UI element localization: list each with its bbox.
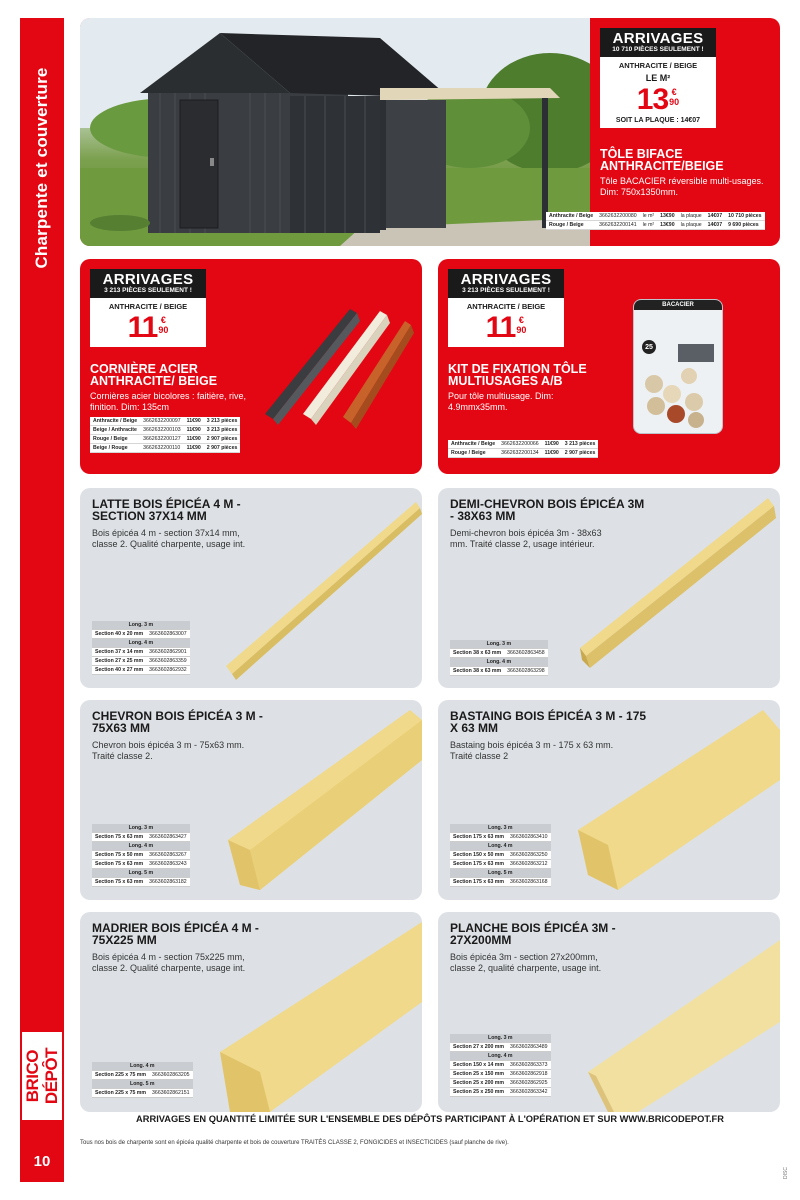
code-cell: 3663602862918 xyxy=(507,1070,551,1079)
product-description: Bois épicéa 3m - section 27x200mm, classe 2, qualité charpente, usage int. xyxy=(450,952,602,973)
length-header: Long. 3 m xyxy=(92,621,190,630)
code-cell: 3663602863298 xyxy=(504,667,548,676)
table-row xyxy=(92,833,190,842)
table-cell: 3662632200134 xyxy=(498,449,542,458)
table-row xyxy=(92,851,190,860)
product-title: LATTE BOIS ÉPICÉA 4 M - SECTION 37X14 MM xyxy=(92,497,241,523)
code-cell: 3663602863168 xyxy=(507,878,551,887)
product-description: Bois épicéa 4 m - section 75x225 mm, classe 2. Qualité charpente, usage int. xyxy=(92,952,246,973)
table-row xyxy=(92,1071,193,1080)
table-row xyxy=(450,667,548,676)
length-header: Long. 4 m xyxy=(450,658,548,667)
reference-table xyxy=(450,640,548,676)
product-title: CHEVRON BOIS ÉPICÉA 3 M - 75X63 MM xyxy=(92,709,263,735)
length-header: Long. 3 m xyxy=(450,640,548,649)
brico-depot-logo[interactable]: BRICO DÉPÔT xyxy=(20,1030,64,1122)
kit-package xyxy=(633,299,723,434)
unit-label: LE M² xyxy=(645,73,671,83)
code-cell: 3663602863373 xyxy=(507,1061,551,1070)
code-cell: 3663602863359 xyxy=(146,657,190,666)
table-cell: 3662632200103 xyxy=(140,426,184,435)
product-title: KIT DE FIXATION TÔLE MULTIUSAGES A/B xyxy=(448,362,587,388)
table-row xyxy=(450,1088,551,1097)
length-header-row xyxy=(450,824,551,833)
section-cell: Section 27 x 200 mm xyxy=(450,1043,507,1052)
card-bastaing[interactable] xyxy=(438,700,780,900)
price: 11 € 90 xyxy=(127,311,169,344)
table-cell: 3 213 pièces xyxy=(562,440,599,449)
code-cell: 3663602863250 xyxy=(507,851,551,860)
table-row xyxy=(92,860,190,869)
product-description: Tôle BACACIER réversible multi-usages. Dim: 750x1350mm. xyxy=(600,176,764,197)
latte-image xyxy=(220,488,422,688)
section-cell: Section 225 x 75 mm xyxy=(92,1071,149,1080)
table-cell: 10 710 pièces xyxy=(725,212,764,221)
code-cell: 3663602863489 xyxy=(507,1043,551,1052)
table-cell: 11€90 xyxy=(184,417,204,426)
section-cell: Section 25 x 200 mm xyxy=(450,1079,507,1088)
section-cell: Section 75 x 63 mm xyxy=(92,860,146,869)
table-row xyxy=(448,449,598,458)
reference-table xyxy=(546,212,765,230)
page-number: 10 xyxy=(20,1140,64,1182)
reference-table xyxy=(448,440,598,458)
code-cell: 3663602862925 xyxy=(507,1079,551,1088)
shed-photo xyxy=(80,18,590,246)
section-cell: Section 150 x 14 mm xyxy=(450,1061,507,1070)
table-row xyxy=(450,1070,551,1079)
length-header: Long. 5 m xyxy=(450,869,551,878)
table-cell: 14€07 xyxy=(705,212,725,221)
table-cell: 3662632200097 xyxy=(140,417,184,426)
length-header-row xyxy=(450,869,551,878)
product-description: Pour tôle multiusage. Dim: 4.9mmx35mm. xyxy=(448,391,554,412)
reference-table xyxy=(92,824,190,887)
section-cell: Section 25 x 150 mm xyxy=(450,1070,507,1079)
code-cell: 3663602863458 xyxy=(504,649,548,658)
section-cell: Section 150 x 50 mm xyxy=(450,851,507,860)
variant-label: ANTHRACITE / BEIGE xyxy=(466,302,546,311)
table-row xyxy=(546,212,765,221)
table-row xyxy=(450,649,548,658)
table-cell: Anthracite / Beige xyxy=(90,417,140,426)
length-header-row xyxy=(450,1052,551,1061)
length-header: Long. 5 m xyxy=(92,869,190,878)
length-header-row xyxy=(92,639,190,648)
length-header: Long. 4 m xyxy=(92,842,190,851)
table-cell: le m² xyxy=(640,212,658,221)
length-header-row xyxy=(92,869,190,878)
table-row xyxy=(450,1079,551,1088)
table-row xyxy=(92,648,190,657)
arrivages-label: ARRIVAGES xyxy=(612,30,704,47)
table-cell: 14€07 xyxy=(705,221,725,230)
section-cell: Section 175 x 63 mm xyxy=(450,860,507,869)
length-header-row xyxy=(450,640,548,649)
table-cell: 11€90 xyxy=(542,449,562,458)
table-row xyxy=(92,630,190,639)
madrier-image xyxy=(210,912,422,1112)
product-title: CORNIÈRE ACIER ANTHRACITE/ BEIGE xyxy=(90,362,218,388)
section-title: Charpente et couverture xyxy=(32,67,51,269)
product-description: Bastaing bois épicéa 3 m - 175 x 63 mm. Traité classe 2 xyxy=(450,740,614,761)
table-cell: 2 907 pièces xyxy=(204,435,241,444)
length-header: Long. 4 m xyxy=(92,1062,193,1071)
edge-code: DISC xyxy=(783,1167,790,1179)
code-cell: 3663602863182 xyxy=(146,878,190,887)
table-cell: la plaque xyxy=(678,221,705,230)
table-cell: 9 690 pièces xyxy=(725,221,764,230)
code-cell: 3663602863427 xyxy=(146,833,190,842)
code-cell: 3663602863267 xyxy=(146,851,190,860)
length-header-row xyxy=(92,621,190,630)
table-row xyxy=(90,417,240,426)
section-cell: Section 75 x 50 mm xyxy=(92,851,146,860)
length-header-row xyxy=(92,1062,193,1071)
bastaing-image xyxy=(568,700,780,900)
length-header: Long. 4 m xyxy=(450,1052,551,1061)
footer-note: Tous nos bois de charpente sont en épicéa qualité charpente et bois de couverture TRAITÉS CLASSE 2, FONGICIDES et INSECTICIDES (sauf planche de rive). xyxy=(80,1140,509,1146)
table-row xyxy=(90,426,240,435)
product-title: DEMI-CHEVRON BOIS ÉPICÉA 3M - 38X63 MM xyxy=(450,497,645,523)
price: 13 € 90 xyxy=(636,83,680,116)
table-cell: 11€90 xyxy=(184,426,204,435)
table-row xyxy=(448,440,598,449)
section-cell: Section 38 x 63 mm xyxy=(450,649,504,658)
product-title: PLANCHE BOIS ÉPICÉA 3M - 27X200MM xyxy=(450,921,616,947)
package-label: BACACIER xyxy=(634,300,722,310)
table-cell: la plaque xyxy=(678,212,705,221)
table-cell: 11€90 xyxy=(184,435,204,444)
table-cell: Anthracite / Beige xyxy=(448,440,498,449)
table-row xyxy=(92,666,190,675)
plaque-price: SOIT LA PLAQUE : 14€07 xyxy=(615,117,701,124)
variant-label: ANTHRACITE / BEIGE xyxy=(108,302,188,311)
table-cell: 13€90 xyxy=(657,212,677,221)
table-cell: Rouge / Beige xyxy=(546,221,596,230)
table-row xyxy=(450,878,551,887)
length-header: Long. 3 m xyxy=(450,1034,551,1043)
section-cell: Section 40 x 27 mm xyxy=(92,666,146,675)
screws-image xyxy=(634,314,723,434)
table-cell: le m² xyxy=(640,221,658,230)
section-cell: Section 175 x 63 mm xyxy=(450,878,507,887)
reference-table xyxy=(92,621,190,675)
table-cell: Rouge / Beige xyxy=(448,449,498,458)
section-cell: Section 37 x 14 mm xyxy=(92,648,146,657)
table-cell: 3662632200066 xyxy=(498,440,542,449)
table-cell: 3662632200080 xyxy=(596,212,640,221)
arrivages-box xyxy=(600,28,716,128)
arrivages-label: ARRIVAGES xyxy=(460,271,552,288)
demi-chevron-image xyxy=(568,488,780,688)
length-header-row xyxy=(450,658,548,667)
table-cell: Rouge / Beige xyxy=(90,435,140,444)
shed-illustration xyxy=(80,18,590,246)
table-row xyxy=(92,878,190,887)
table-cell: 3662632200110 xyxy=(140,444,184,453)
table-cell: 2 907 pièces xyxy=(204,444,241,453)
chevron-image xyxy=(220,700,422,900)
card-kit-fixation[interactable] xyxy=(438,259,780,474)
product-description: Bois épicéa 4 m - section 37x14 mm, classe 2. Qualité charpente, usage int. xyxy=(92,528,246,549)
table-row xyxy=(90,435,240,444)
table-cell: 11€90 xyxy=(184,444,204,453)
code-cell: 3663602862932 xyxy=(146,666,190,675)
length-header-row xyxy=(92,1080,193,1089)
code-cell: 3663602863410 xyxy=(507,833,551,842)
reference-table xyxy=(450,1034,551,1097)
product-title: MADRIER BOIS ÉPICÉA 4 M - 75X225 MM xyxy=(92,921,259,947)
product-title: TÔLE BIFACE ANTHRACITE/BEIGE xyxy=(600,147,724,173)
code-cell: 3663602862901 xyxy=(146,648,190,657)
product-description: Cornières acier bicolores : faitière, rive, finition. Dim: 135cm xyxy=(90,391,247,412)
card-madrier[interactable] xyxy=(80,912,422,1112)
length-header: Long. 3 m xyxy=(450,824,551,833)
length-header: Long. 3 m xyxy=(92,824,190,833)
arrivages-box xyxy=(90,269,206,347)
code-cell: 3663602863243 xyxy=(146,860,190,869)
section-cell: Section 38 x 63 mm xyxy=(450,667,504,676)
table-cell: 2 907 pièces xyxy=(562,449,599,458)
length-header-row xyxy=(450,842,551,851)
length-header-row xyxy=(92,824,190,833)
reference-table xyxy=(92,1062,193,1098)
card-demi-chevron[interactable] xyxy=(438,488,780,688)
section-cell: Section 225 x 75 mm xyxy=(92,1089,149,1098)
section-cell: Section 25 x 250 mm xyxy=(450,1088,507,1097)
package-badge: 25 xyxy=(642,340,656,354)
code-cell: 3663602863205 xyxy=(149,1071,193,1080)
length-header: Long. 5 m xyxy=(92,1080,193,1089)
length-header-row xyxy=(92,842,190,851)
corniere-image xyxy=(245,299,415,429)
price: 11 € 90 xyxy=(485,311,527,344)
footer-notice: ARRIVAGES EN QUANTITÉ LIMITÉE SUR L'ENSEMBLE DES DÉPÔTS PARTICIPANT À L'OPÉRATION ET SUR WWW.BRICODEPOT.FR xyxy=(136,1114,724,1124)
section-cell: Section 40 x 20 mm xyxy=(92,630,146,639)
code-cell: 3663602863342 xyxy=(507,1088,551,1097)
table-row xyxy=(450,860,551,869)
arrivages-label: ARRIVAGES xyxy=(102,271,194,288)
table-cell: Anthracite / Beige xyxy=(546,212,596,221)
code-cell: 3663602863007 xyxy=(146,630,190,639)
length-header: Long. 4 m xyxy=(450,842,551,851)
table-cell: 11€90 xyxy=(542,440,562,449)
table-row xyxy=(450,851,551,860)
section-cell: Section 175 x 63 mm xyxy=(450,833,507,842)
table-row xyxy=(92,657,190,666)
product-title: BASTAING BOIS ÉPICÉA 3 M - 175 X 63 MM xyxy=(450,709,647,735)
card-corniere[interactable] xyxy=(80,259,422,474)
quantity-label: 3 213 PIÈCES SEULEMENT ! xyxy=(462,287,550,294)
hero-tole-biface[interactable] xyxy=(80,18,780,246)
quantity-label: 10 710 PIÈCES SEULEMENT ! xyxy=(612,46,704,53)
product-description: Demi-chevron bois épicéa 3m - 38x63 mm. Traité classe 2, usage intérieur. xyxy=(450,528,602,549)
table-cell: 3662632200127 xyxy=(140,435,184,444)
table-cell: 3 213 pièces xyxy=(204,426,241,435)
section-cell: Section 27 x 25 mm xyxy=(92,657,146,666)
table-cell: Beige / Rouge xyxy=(90,444,140,453)
table-row xyxy=(90,444,240,453)
section-cell: Section 75 x 63 mm xyxy=(92,833,146,842)
product-description: Chevron bois épicéa 3 m - 75x63 mm. Traité classe 2. xyxy=(92,740,245,761)
table-row xyxy=(92,1089,193,1098)
length-header-row xyxy=(450,1034,551,1043)
table-cell: 3662632200141 xyxy=(596,221,640,230)
table-cell: Beige / Anthracite xyxy=(90,426,140,435)
section-cell: Section 75 x 63 mm xyxy=(92,878,146,887)
length-header: Long. 4 m xyxy=(92,639,190,648)
table-cell: 3 213 pièces xyxy=(204,417,241,426)
card-chevron[interactable] xyxy=(80,700,422,900)
card-planche[interactable] xyxy=(438,912,780,1112)
arrivages-box xyxy=(448,269,564,347)
table-cell: 13€90 xyxy=(657,221,677,230)
card-latte[interactable] xyxy=(80,488,422,688)
code-cell: 3663602863212 xyxy=(507,860,551,869)
variant-label: ANTHRACITE / BEIGE xyxy=(618,61,698,70)
quantity-label: 3 213 PIÈCES SEULEMENT ! xyxy=(104,287,192,294)
code-cell: 3663602862151 xyxy=(149,1089,193,1098)
table-row xyxy=(450,1061,551,1070)
table-row xyxy=(450,1043,551,1052)
planche-image xyxy=(568,912,780,1112)
table-row xyxy=(450,833,551,842)
table-row xyxy=(546,221,765,230)
reference-table xyxy=(90,417,240,453)
reference-table xyxy=(450,824,551,887)
